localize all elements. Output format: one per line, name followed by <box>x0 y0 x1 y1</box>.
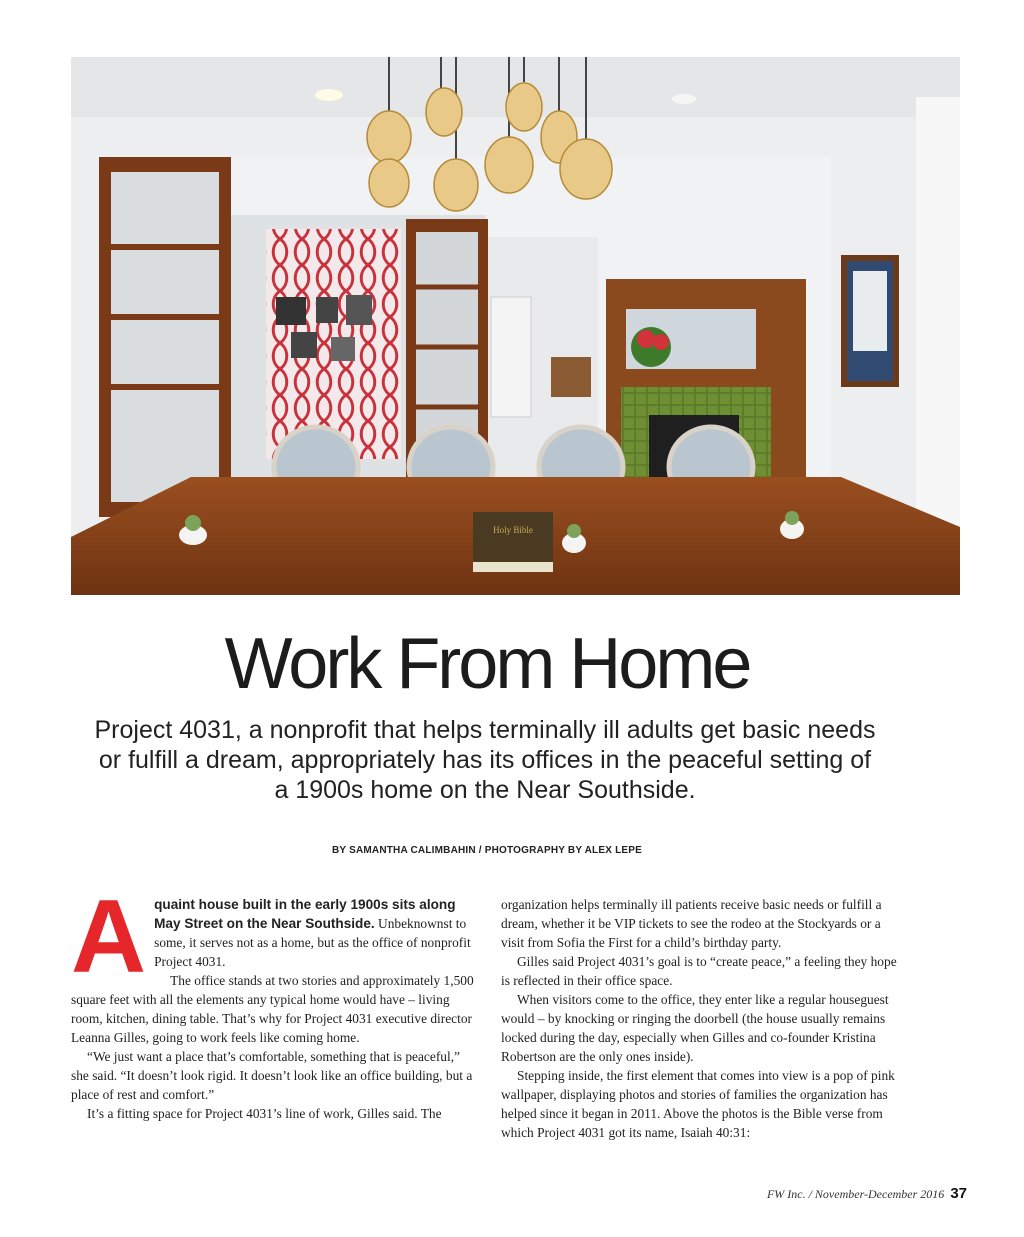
body-column-right <box>501 895 905 1142</box>
article-deck: Project 4031, a nonprofit that helps terminally ill adults get basic needs or fulfill a dream, appropriately has its offices in the peaceful setting of a 1900s home on the Near Southside. <box>94 716 876 804</box>
body-paragraph: The office stands at two stories and approximately 1,500 square feet with all the elements any typical home would have – living room, kitchen, dining table. That’s why for Project 4031 executive director Leanna Gilles, going to work feels like coming home. <box>71 973 474 1045</box>
body-paragraph: organization helps terminally ill patients receive basic needs or fulfill a dream, whether it be VIP tickets to see the rodeo at the Stockyards or a visit from Sofia the First for a child’s birthday party. <box>501 897 882 950</box>
drop-cap: A <box>71 879 147 995</box>
book-label: Holy Bible <box>493 525 533 535</box>
article-headline: Work From Home <box>224 624 750 704</box>
body-paragraph: It’s a fitting space for Project 4031’s line of work, Gilles said. The <box>87 1106 442 1121</box>
body-paragraph: Gilles said Project 4031’s goal is to “create peace,” a feeling they hope is reflected in their office space. <box>501 954 897 988</box>
lead-rest: Unbeknownst to some, it serves not as a home, but as the office of nonprofit Project 4031. <box>154 916 471 969</box>
issue-label: FW Inc. / November-December 2016 <box>766 1187 945 1201</box>
body-paragraph: “We just want a place that’s comfortable, something that is peaceful,” she said. “It doesn’t look rigid. It doesn’t look like an office building, but a place of rest and comfort.” <box>71 1049 473 1102</box>
byline: BY SAMANTHA CALIMBAHIN / PHOTOGRAPHY BY ALEX LEPE <box>331 845 642 856</box>
page-footer <box>767 1185 967 1202</box>
body-paragraph: Stepping inside, the first element that comes into view is a pop of pink wallpaper, displaying photos and stories of families the organization has helped since it began in 2011. Above the photos is the Bible verse from which Project 4031 got its name, Isaiah 40:31: <box>501 1068 895 1140</box>
dining-room-photo <box>71 57 960 595</box>
body-column-left <box>71 879 481 1123</box>
body-paragraph: When visitors come to the office, they enter like a regular houseguest would – by knocking or ringing the doorbell (the house usually remains locked during the day, especially when Gilles and co-founder Kristina Robertson are the only ones inside). <box>501 992 889 1064</box>
lead-bold: quaint house built in the early 1900s sits along May Street on the Near Southside. <box>154 897 456 931</box>
page-number: 37 <box>950 1185 967 1202</box>
